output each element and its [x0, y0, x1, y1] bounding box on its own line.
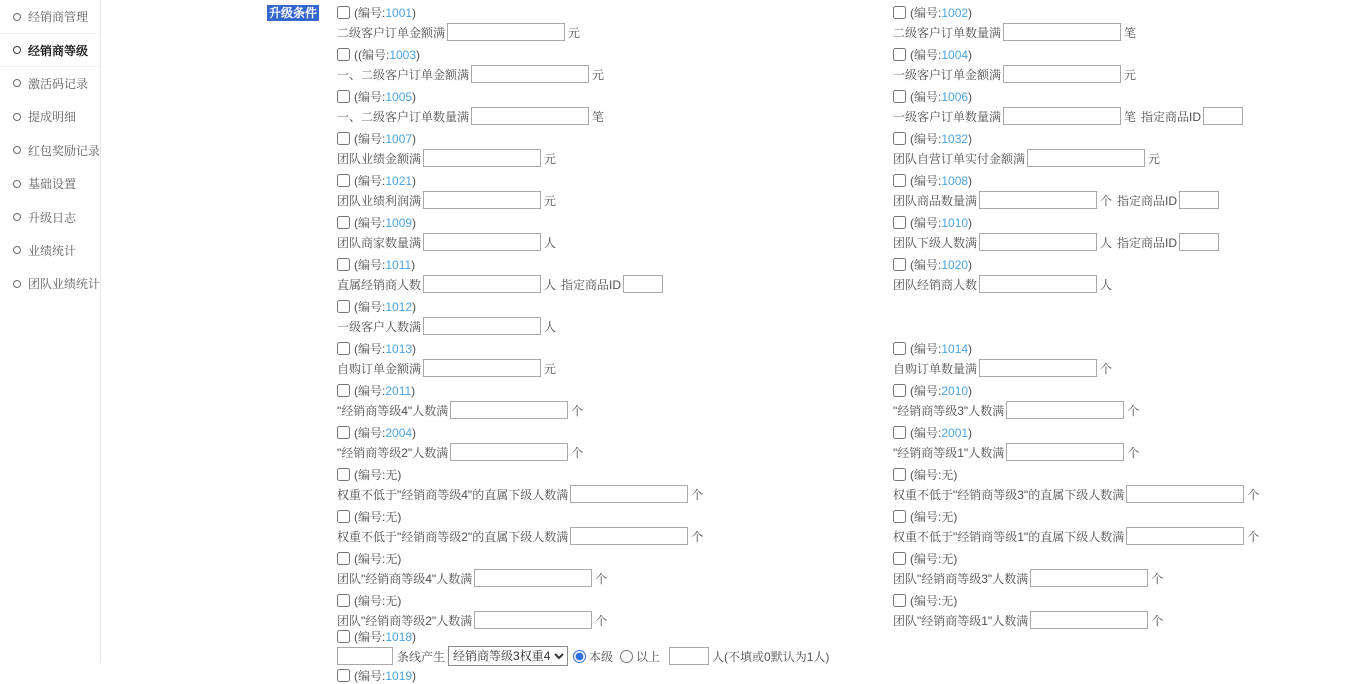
condition-unit: 个	[1100, 193, 1113, 208]
condition-code: (编号:无)	[910, 552, 958, 566]
sidebar-item[interactable]	[0, 0, 100, 33]
product-id-input[interactable]	[1179, 191, 1219, 209]
condition-value-input[interactable]	[447, 23, 565, 41]
condition-label: 二级客户订单金额满	[337, 25, 446, 40]
condition-unit: 笔	[1124, 109, 1137, 124]
sidebar-item-label: 激活码记录	[28, 76, 89, 91]
condition-unit: 元	[592, 67, 605, 82]
condition-block	[893, 5, 1136, 42]
condition-value-input[interactable]	[570, 485, 688, 503]
condition-label: 团队自营订单实付金额满	[893, 151, 1026, 166]
sidebar-item-label: 经销商等级	[28, 43, 89, 58]
condition-unit: 笔	[1124, 25, 1137, 40]
condition-block	[893, 383, 1139, 420]
condition-label: 一级客户订单金额满	[893, 67, 1002, 82]
condition-unit: 元	[544, 151, 557, 166]
condition-value-input[interactable]	[1126, 527, 1244, 545]
condition-value-input[interactable]	[423, 359, 541, 377]
condition-block	[337, 257, 666, 294]
condition-value-input[interactable]	[1126, 485, 1244, 503]
condition-checkbox[interactable]	[337, 384, 350, 397]
condition-block	[893, 257, 1112, 294]
condition-code: ((编号:1003)	[354, 48, 421, 62]
condition-code: (编号:无)	[354, 468, 402, 482]
radio-current-level-label: 本级	[589, 649, 614, 664]
condition-label: 一级客户订单数量满	[893, 109, 1002, 124]
condition-checkbox[interactable]	[893, 342, 906, 355]
condition-block	[337, 215, 556, 252]
product-id-label: 指定商品ID	[1141, 109, 1202, 124]
radio-circle-icon	[13, 246, 21, 254]
condition-label: 团队下级人数满	[893, 235, 978, 250]
condition-checkbox[interactable]	[337, 630, 350, 643]
condition-unit: 个	[1127, 403, 1140, 418]
condition-code: (编号:2010)	[910, 384, 973, 398]
condition-unit: 元	[568, 25, 581, 40]
condition-value-input[interactable]	[1006, 401, 1124, 419]
condition-code: (编号:1014)	[910, 342, 973, 356]
radio-circle-icon	[13, 280, 21, 288]
product-id-label: 指定商品ID	[1117, 235, 1178, 250]
condition-unit: 个	[595, 613, 608, 628]
condition-label: 一级客户人数满	[337, 319, 422, 334]
condition-block	[893, 551, 1163, 588]
condition-value-input[interactable]	[474, 611, 592, 629]
radio-above-level[interactable]	[620, 648, 660, 665]
sidebar-item[interactable]	[0, 33, 100, 66]
condition-block	[337, 668, 416, 683]
condition-code: (编号:1001)	[354, 6, 417, 20]
condition-block	[893, 341, 1112, 378]
condition-checkbox[interactable]	[337, 669, 350, 682]
condition-unit: 个	[571, 445, 584, 460]
product-id-input[interactable]	[623, 275, 663, 293]
condition-value-input[interactable]	[979, 275, 1097, 293]
condition-unit: 元	[544, 361, 557, 376]
condition-unit: 个	[571, 403, 584, 418]
condition-code: (编号:无)	[354, 594, 402, 608]
sidebar-item-label: 提成明细	[28, 110, 77, 125]
condition-block	[337, 593, 607, 630]
condition-block	[893, 47, 1136, 84]
people-count-hint: 人(不填或0默认为1人)	[712, 649, 830, 664]
radio-above-level-label: 以上	[636, 649, 661, 664]
condition-value-input[interactable]	[471, 107, 589, 125]
condition-checkbox[interactable]	[893, 468, 906, 481]
radio-circle-icon	[13, 180, 21, 188]
condition-value-input[interactable]	[450, 443, 568, 461]
condition-code: (编号:1011)	[354, 258, 416, 272]
condition-code: (编号:2004)	[354, 426, 417, 440]
condition-value-input[interactable]	[423, 191, 541, 209]
condition-value-input[interactable]	[1030, 569, 1148, 587]
condition-label: 团队商品数量满	[893, 193, 978, 208]
condition-label: 自购订单金额满	[337, 361, 422, 376]
line-count-input[interactable]	[337, 647, 393, 665]
condition-block	[337, 5, 580, 42]
condition-checkbox[interactable]	[337, 468, 350, 481]
product-id-label: 指定商品ID	[1117, 193, 1178, 208]
radio-circle-icon	[13, 146, 21, 154]
condition-unit: 个	[1151, 571, 1164, 586]
sidebar-item-label: 红包奖励记录	[28, 143, 101, 158]
condition-unit: 人	[544, 277, 557, 292]
condition-checkbox[interactable]	[337, 342, 350, 355]
people-count-input[interactable]	[669, 647, 709, 665]
condition-checkbox[interactable]	[337, 48, 350, 61]
condition-label: 二级客户订单数量满	[893, 25, 1002, 40]
condition-block	[337, 425, 583, 462]
condition-label: "经销商等级1"人数满	[893, 445, 1005, 460]
condition-code: (编号:1008)	[910, 174, 973, 188]
condition-code: (编号:1021)	[354, 174, 417, 188]
condition-value-input[interactable]	[1003, 23, 1121, 41]
condition-value-input[interactable]	[1027, 149, 1145, 167]
condition-checkbox[interactable]	[893, 90, 906, 103]
radio-circle-icon	[13, 46, 21, 54]
condition-code: (编号:1010)	[910, 216, 973, 230]
condition-block	[893, 89, 1246, 126]
condition-label: 权重不低于"经销商等级4"的直属下级人数满	[337, 487, 569, 502]
condition-code: (编号:无)	[910, 468, 958, 482]
condition-label: 权重不低于"经销商等级2"的直属下级人数满	[337, 529, 569, 544]
condition-unit: 元	[544, 193, 557, 208]
sidebar-item[interactable]	[0, 167, 100, 200]
condition-checkbox[interactable]	[893, 384, 906, 397]
condition-label: "经销商等级4"人数满	[337, 403, 449, 418]
radio-circle-icon	[13, 79, 21, 87]
condition-checkbox[interactable]	[893, 426, 906, 439]
condition-code: (编号:1006)	[910, 90, 973, 104]
condition-label: 团队业绩金额满	[337, 151, 422, 166]
condition-block	[337, 383, 583, 420]
product-id-input[interactable]	[1179, 233, 1219, 251]
condition-checkbox[interactable]	[893, 132, 906, 145]
condition-unit: 个	[1127, 445, 1140, 460]
sidebar-item[interactable]	[0, 134, 100, 167]
condition-code: (编号:1013)	[354, 342, 417, 356]
condition-checkbox[interactable]	[337, 594, 350, 607]
sidebar-item[interactable]	[0, 200, 100, 233]
condition-block	[893, 509, 1259, 546]
condition-unit: 个	[691, 487, 704, 502]
condition-value-input[interactable]	[1003, 65, 1121, 83]
condition-block	[337, 467, 703, 504]
condition-label: 权重不低于"经销商等级1"的直属下级人数满	[893, 529, 1125, 544]
condition-block	[337, 89, 604, 126]
condition-label: 团队"经销商等级2"人数满	[337, 613, 473, 628]
condition-checkbox[interactable]	[337, 216, 350, 229]
condition-block	[893, 215, 1222, 252]
line-text: 条线产生	[397, 649, 446, 664]
sidebar	[0, 0, 101, 661]
condition-unit: 元	[1148, 151, 1161, 166]
condition-block	[893, 467, 1259, 504]
condition-code: (编号:1018)	[354, 630, 417, 644]
condition-label: 团队"经销商等级1"人数满	[893, 613, 1029, 628]
sidebar-item-label: 团队业绩统计	[28, 277, 101, 292]
condition-code: (编号:1020)	[910, 258, 973, 272]
condition-value-input[interactable]	[1003, 107, 1121, 125]
condition-value-input[interactable]	[423, 233, 541, 251]
level-weight-select[interactable]	[448, 646, 568, 666]
sidebar-item[interactable]	[0, 67, 100, 100]
condition-checkbox[interactable]	[893, 594, 906, 607]
condition-unit: 个	[595, 571, 608, 586]
condition-checkbox[interactable]	[337, 6, 350, 19]
condition-code: (编号:2011)	[354, 384, 416, 398]
condition-label: 直属经销商人数	[337, 277, 422, 292]
condition-code: (编号:1019)	[354, 669, 417, 683]
condition-checkbox[interactable]	[337, 258, 350, 271]
condition-unit: 个	[1100, 361, 1113, 376]
condition-code: (编号:1009)	[354, 216, 417, 230]
condition-unit: 个	[1247, 529, 1260, 544]
condition-checkbox[interactable]	[893, 6, 906, 19]
condition-label: 一、二级客户订单金额满	[337, 67, 470, 82]
condition-block	[337, 629, 829, 666]
condition-label: 团队经销商人数	[893, 277, 978, 292]
condition-value-input[interactable]	[423, 317, 541, 335]
condition-code: (编号:1012)	[354, 300, 417, 314]
condition-block	[337, 131, 556, 168]
condition-code: (编号:无)	[354, 510, 402, 524]
condition-label: 团队"经销商等级3"人数满	[893, 571, 1029, 586]
sidebar-item-label: 升级日志	[28, 210, 77, 225]
condition-block	[893, 173, 1222, 210]
condition-code: (编号:1002)	[910, 6, 973, 20]
condition-label: "经销商等级3"人数满	[893, 403, 1005, 418]
condition-code: (编号:2001)	[910, 426, 973, 440]
condition-unit: 笔	[592, 109, 605, 124]
condition-checkbox[interactable]	[337, 90, 350, 103]
condition-block	[337, 299, 556, 336]
condition-label: 团队"经销商等级4"人数满	[337, 571, 473, 586]
sidebar-item[interactable]	[0, 234, 100, 267]
condition-unit: 个	[1247, 487, 1260, 502]
condition-block	[893, 593, 1163, 630]
condition-value-input[interactable]	[570, 527, 688, 545]
condition-block	[337, 509, 703, 546]
condition-checkbox[interactable]	[337, 552, 350, 565]
condition-unit: 个	[1151, 613, 1164, 628]
condition-label: "经销商等级2"人数满	[337, 445, 449, 460]
condition-value-input[interactable]	[979, 359, 1097, 377]
condition-unit: 个	[691, 529, 704, 544]
condition-label: 团队商家数量满	[337, 235, 422, 250]
condition-value-input[interactable]	[979, 191, 1097, 209]
condition-value-input[interactable]	[423, 149, 541, 167]
condition-checkbox[interactable]	[337, 426, 350, 439]
product-id-label: 指定商品ID	[561, 277, 622, 292]
condition-value-input[interactable]	[423, 275, 541, 293]
condition-code: (编号:1005)	[354, 90, 417, 104]
condition-checkbox[interactable]	[893, 510, 906, 523]
condition-code: (编号:1032)	[910, 132, 973, 146]
condition-value-input[interactable]	[474, 569, 592, 587]
sidebar-item-label: 业绩统计	[28, 243, 77, 258]
sidebar-item[interactable]	[0, 100, 100, 133]
condition-checkbox[interactable]	[337, 174, 350, 187]
radio-circle-icon	[13, 13, 21, 21]
sidebar-item-label: 经销商管理	[28, 10, 89, 25]
condition-unit: 人	[544, 319, 557, 334]
condition-block	[337, 551, 607, 588]
radio-current-level[interactable]	[573, 648, 613, 665]
condition-code: (编号:1004)	[910, 48, 973, 62]
condition-checkbox[interactable]	[893, 174, 906, 187]
condition-checkbox[interactable]	[337, 300, 350, 313]
condition-checkbox[interactable]	[893, 48, 906, 61]
product-id-input[interactable]	[1203, 107, 1243, 125]
condition-label: 团队业绩利润满	[337, 193, 422, 208]
upgrade-conditions-label: 升级条件	[269, 6, 318, 20]
condition-code: (编号:1007)	[354, 132, 417, 146]
condition-code: (编号:无)	[910, 594, 958, 608]
condition-value-input[interactable]	[471, 65, 589, 83]
sidebar-item[interactable]	[0, 267, 100, 300]
condition-value-input[interactable]	[1030, 611, 1148, 629]
condition-code: (编号:无)	[354, 552, 402, 566]
condition-unit: 人	[1100, 277, 1113, 292]
condition-unit: 元	[1124, 67, 1137, 82]
sidebar-item-label: 基础设置	[28, 177, 77, 192]
condition-label: 一、二级客户订单数量满	[337, 109, 470, 124]
condition-checkbox[interactable]	[893, 216, 906, 229]
condition-checkbox[interactable]	[337, 510, 350, 523]
condition-value-input[interactable]	[979, 233, 1097, 251]
radio-circle-icon	[13, 113, 21, 121]
condition-block	[893, 131, 1160, 168]
condition-block	[893, 425, 1139, 462]
condition-block	[337, 341, 556, 378]
condition-block	[337, 47, 604, 84]
condition-block	[337, 173, 556, 210]
condition-value-input[interactable]	[1006, 443, 1124, 461]
condition-code: (编号:无)	[910, 510, 958, 524]
condition-value-input[interactable]	[450, 401, 568, 419]
radio-circle-icon	[13, 213, 21, 221]
condition-label: 自购订单数量满	[893, 361, 978, 376]
condition-checkbox[interactable]	[893, 258, 906, 271]
condition-unit: 人	[1100, 235, 1113, 250]
condition-label: 权重不低于"经销商等级3"的直属下级人数满	[893, 487, 1125, 502]
condition-unit: 人	[544, 235, 557, 250]
condition-checkbox[interactable]	[337, 132, 350, 145]
condition-checkbox[interactable]	[893, 552, 906, 565]
